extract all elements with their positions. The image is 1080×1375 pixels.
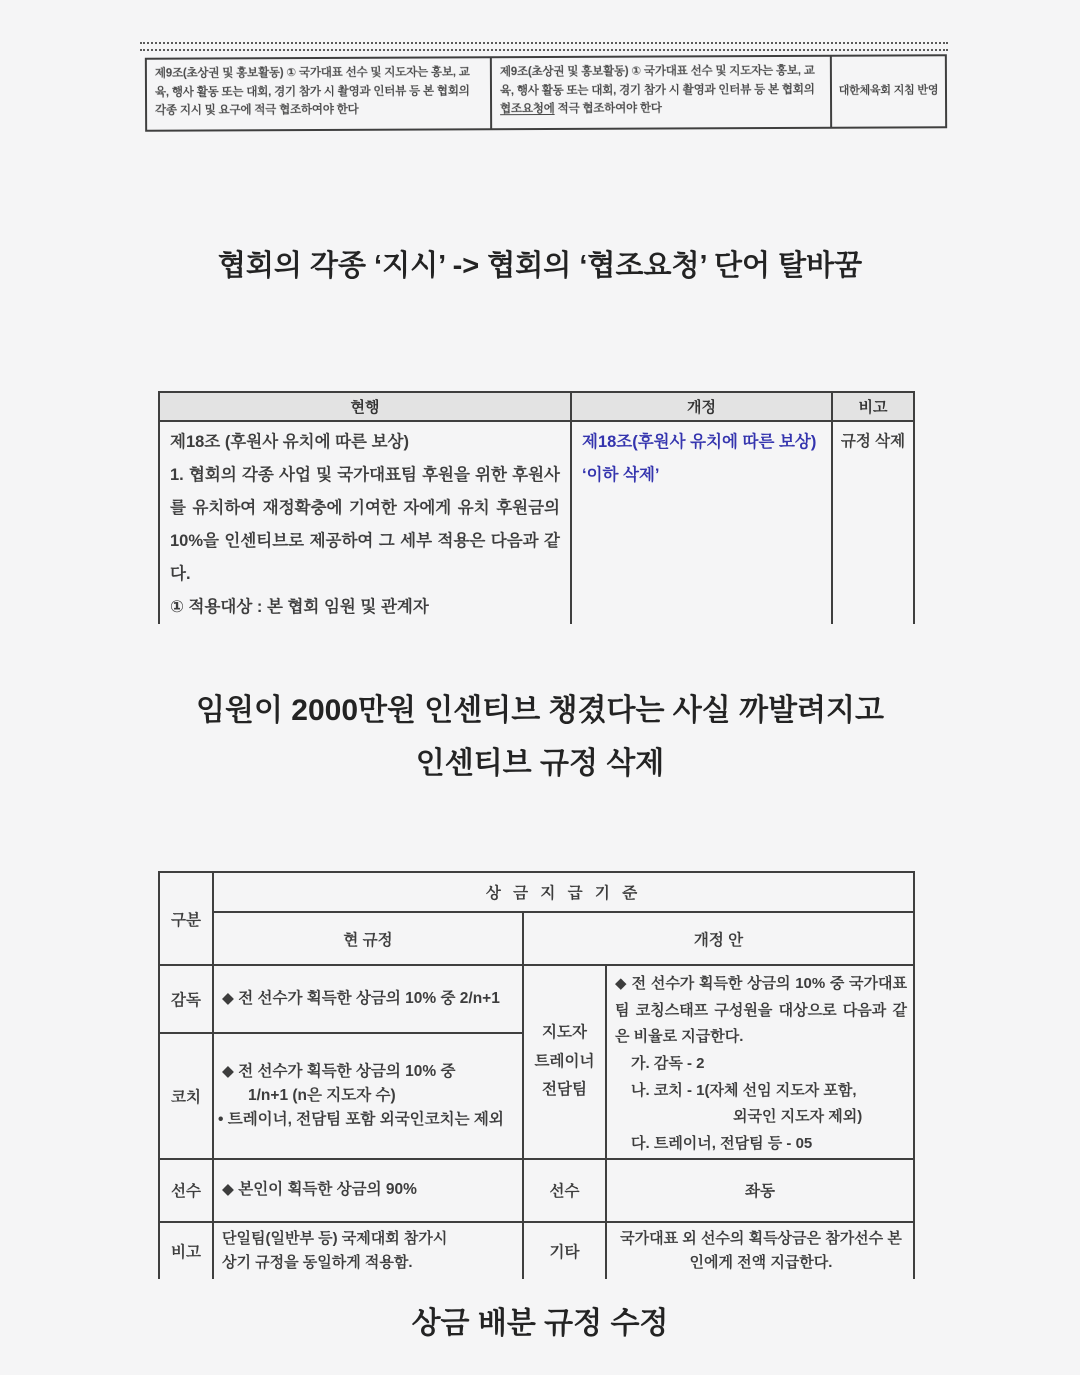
t2-current-cell [159, 421, 571, 624]
t3-revised-item2: 나. 코치 - 1(자체 선임 지도자 포함, [631, 1081, 857, 1099]
t3-label-coach: 감독 [159, 965, 213, 1033]
t3-player-mid: 선수 [523, 1159, 606, 1222]
table-row [159, 421, 914, 624]
t3-revised-intro: ◆ 전 선수가 획득한 상금의 10% 중 국가대표팀 코칭스태프 구성원을 대상으로 다음과 같은 비율로 지급한다. [615, 975, 907, 1046]
t3-note-current [213, 1222, 523, 1279]
t3-leader-line1: 지도자 [542, 1023, 587, 1041]
t3-header-current: 현 규정 [213, 912, 523, 965]
t1-revised-post: 적극 협조하여야 한다 [554, 102, 662, 116]
t3-coach-current: ◆ 전 선수가 획득한 상금의 10% 중 2/n+1 [213, 965, 523, 1033]
t2-note-cell: 규정 삭제 [832, 421, 914, 624]
t1-revised-underlined-word: 협조요청에 [500, 103, 555, 116]
t2-header-revised: 개정 [571, 392, 832, 421]
headline-prize-distribution: 상금 배분 규정 수정 [411, 1307, 669, 1340]
t1-revised-cell [491, 56, 831, 129]
t3-note-revised: 국가대표 외 선수의 획득상금은 참가선수 본인에게 전액 지급한다. [606, 1222, 914, 1279]
t2-header-current: 현행 [159, 392, 571, 421]
portrait-rights-comparison-table [145, 54, 947, 131]
table-header-row [159, 912, 914, 965]
headline-incentive-line1: 임원이 2000만원 인센티브 챙겼다는 사실 까발려지고 [195, 694, 884, 727]
t3-leader-line3: 전담팀 [542, 1081, 587, 1099]
t1-current-cell [146, 57, 491, 131]
t3-label-coach2: 코치 [159, 1033, 213, 1159]
t3-coach2-line2: 1/n+1 (n은 지도자 수) [248, 1086, 396, 1104]
t3-revised-item1: 가. 감독 - 2 [631, 1055, 705, 1073]
sponsor-reward-comparison-table [158, 391, 915, 624]
t3-player-revised: 좌동 [606, 1159, 914, 1222]
t3-coach2-line3: • 트레이너, 전담팀 포함 외국인코치는 제외 [218, 1110, 504, 1128]
t1-revised-pre: 제9조(초상권 및 홍보활동) ① 국가대표 선수 및 지도자는 홍보, 교육, 행사 활동 또는 대회, 경기 참가 시 촬영과 인터뷰 등 본 협회의 [499, 64, 815, 97]
t2-current-line1: 제18조 (후원사 유치에 따른 보상) [170, 433, 409, 451]
t3-revised-item3: 다. 트레이너, 전담팀 등 - 05 [631, 1135, 813, 1153]
t2-revised-cell [571, 421, 832, 624]
table-row-note [159, 1222, 914, 1279]
table-header-row [159, 872, 914, 912]
headline-incentive-line2: 인센티브 규정 삭제 [415, 747, 665, 781]
t3-leader-line2: 트레이너 [534, 1052, 595, 1070]
t3-revised-item2-cont: 외국인 지도자 제외) [733, 1108, 863, 1126]
table-row-coach [159, 965, 914, 1033]
prize-payment-standard-table [158, 871, 915, 1279]
t3-corner-cell: 구분 [159, 872, 213, 965]
table-header-row [159, 392, 914, 421]
t3-label-player: 선수 [159, 1159, 213, 1222]
headline-word-change: 협회의 각종 ‘지시’ -> 협회의 ‘협조요청’ 단어 탈바꿈 [217, 250, 863, 282]
t3-note-mid: 기타 [523, 1222, 606, 1279]
t2-revised-line2: ‘이하 삭제’ [582, 466, 660, 484]
t3-leader-group-cell [523, 965, 606, 1159]
dotted-divider [140, 42, 948, 51]
t3-coach2-line1: ◆ 전 선수가 획득한 상금의 10% 중 [222, 1062, 456, 1080]
t3-note-line2: 상기 규정을 동일하게 적용함. [222, 1253, 413, 1271]
t3-header-revised: 개정 안 [523, 912, 914, 965]
t2-current-line3: ① 적용대상 : 본 협회 임원 및 관계자 [170, 598, 429, 616]
t3-player-current: ◆ 본인이 획득한 상금의 90% [213, 1159, 523, 1222]
t1-current-text: 제9조(초상권 및 홍보활동) ① 국가대표 선수 및 지도자는 홍보, 교육, 행사 활동 또는 대회, 경기 참가 시 촬영과 인터뷰 등 본 협회의 각종 지시 및 요구에 적극 협조하여야 한다 [154, 66, 470, 117]
headline-incentive-deleted [0, 684, 1080, 790]
t3-title-cell: 상 금 지 급 기 준 [213, 872, 914, 912]
t1-note-cell: 대한체육회 지침 반영 [831, 55, 946, 128]
table-row-player [159, 1159, 914, 1222]
t2-revised-line1: 제18조(후원사 유치에 따른 보상) [582, 433, 817, 451]
table-row [146, 55, 946, 130]
t3-revised-block-cell [606, 965, 914, 1159]
t2-current-line2: 1. 협회의 각종 사업 및 국가대표팀 후원을 위한 후원사를 유치하여 재정확충에 기여한 자에게 유치 후원금의 10%을 인센티브로 제공하여 그 세부 적용은 다음과 같다. [170, 466, 560, 583]
t3-note-line1: 단일팀(일반부 등) 국제대회 참가시 [222, 1229, 448, 1247]
t3-label-note: 비고 [159, 1222, 213, 1279]
t2-header-note: 비고 [832, 392, 914, 421]
t3-coach2-current [213, 1033, 523, 1159]
